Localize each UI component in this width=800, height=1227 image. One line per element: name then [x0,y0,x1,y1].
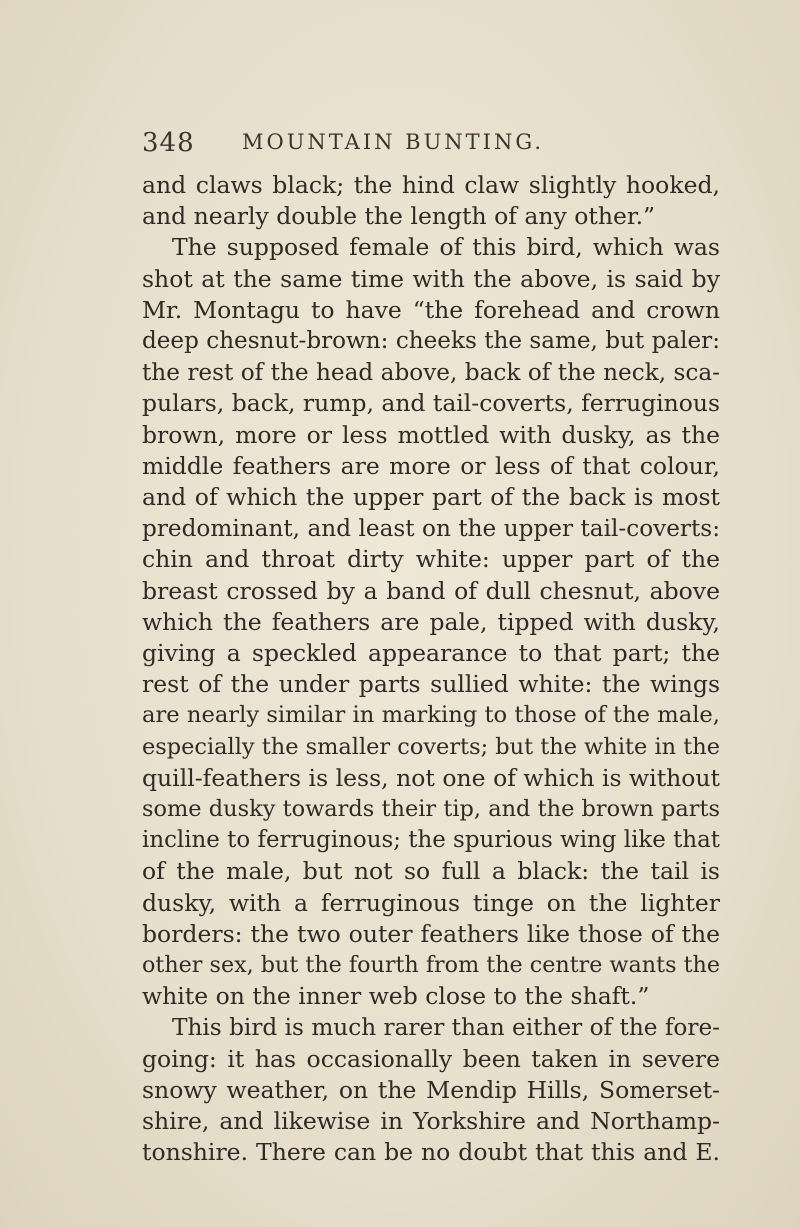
text-line: shot at the same time with the above, is said by [142,264,720,293]
text-line: pulars, back, rump, and tail-coverts, ferruginous [142,389,720,418]
text-line: predominant, and least on the upper tail-coverts: [142,515,720,543]
text-line: shire, and likewise in Yorkshire and Northamp- [142,1107,720,1136]
text-line: This bird is much rarer than either of the fore- [172,1014,720,1042]
text-line: tonshire. There can be no doubt that this and E. [142,1138,720,1167]
running-head [142,128,722,168]
body-text [142,170,720,1169]
text-line: The supposed female of this bird, which was [172,233,720,262]
text-line: rest of the under parts sullied white: the wings [142,670,720,699]
text-line: borders: the two outer feathers like those of the [142,919,720,948]
text-line: snowy weather, on the Mendip Hills, Somerset- [142,1075,720,1104]
text-line: some dusky towards their tip, and the brown parts [142,796,720,823]
running-title: MOUNTAIN BUNTING. [242,130,545,154]
text-line: chin and throat dirty white: upper part of the [142,545,720,574]
text-line: of the male, but not so full a black: the tail is [142,857,720,886]
text-line: and of which the upper part of the back is most [142,483,720,512]
text-line: white on the inner web close to the shaft.” [142,982,650,1011]
text-line: quill-feathers is less, not one of which is without [142,763,720,792]
text-line: middle feathers are more or less of that colour, [142,451,720,480]
text-line: are nearly similar in marking to those of the male, [142,702,720,729]
text-line: and claws black; the hind claw slightly hooked, [142,171,720,199]
text-line: other sex, but the fourth from the centre wants the [142,952,720,979]
text-line: dusky, with a ferruginous tinge on the lighter [142,888,720,917]
text-line: incline to ferruginous; the spurious wing like that [142,827,720,854]
text-line: and nearly double the length of any other.” [142,202,656,231]
text-line: giving a speckled appearance to that part; the [142,639,720,668]
text-line: the rest of the head above, back of the neck, sca- [142,359,720,387]
text-line: going: it has occasionally been taken in severe [142,1044,720,1073]
text-line: brown, more or less mottled with dusky, as the [142,420,720,449]
text-line: breast crossed by a band of dull chesnut, above [142,576,720,605]
text-line: especially the smaller coverts; but the white in the [142,733,720,760]
text-line: deep chesnut-brown: cheeks the same, but paler: [142,328,720,355]
text-line: which the feathers are pale, tipped with dusky, [142,607,720,636]
page-number: 348 [142,128,195,158]
text-line: Mr. Montagu to have “the forehead and crown [142,295,720,324]
